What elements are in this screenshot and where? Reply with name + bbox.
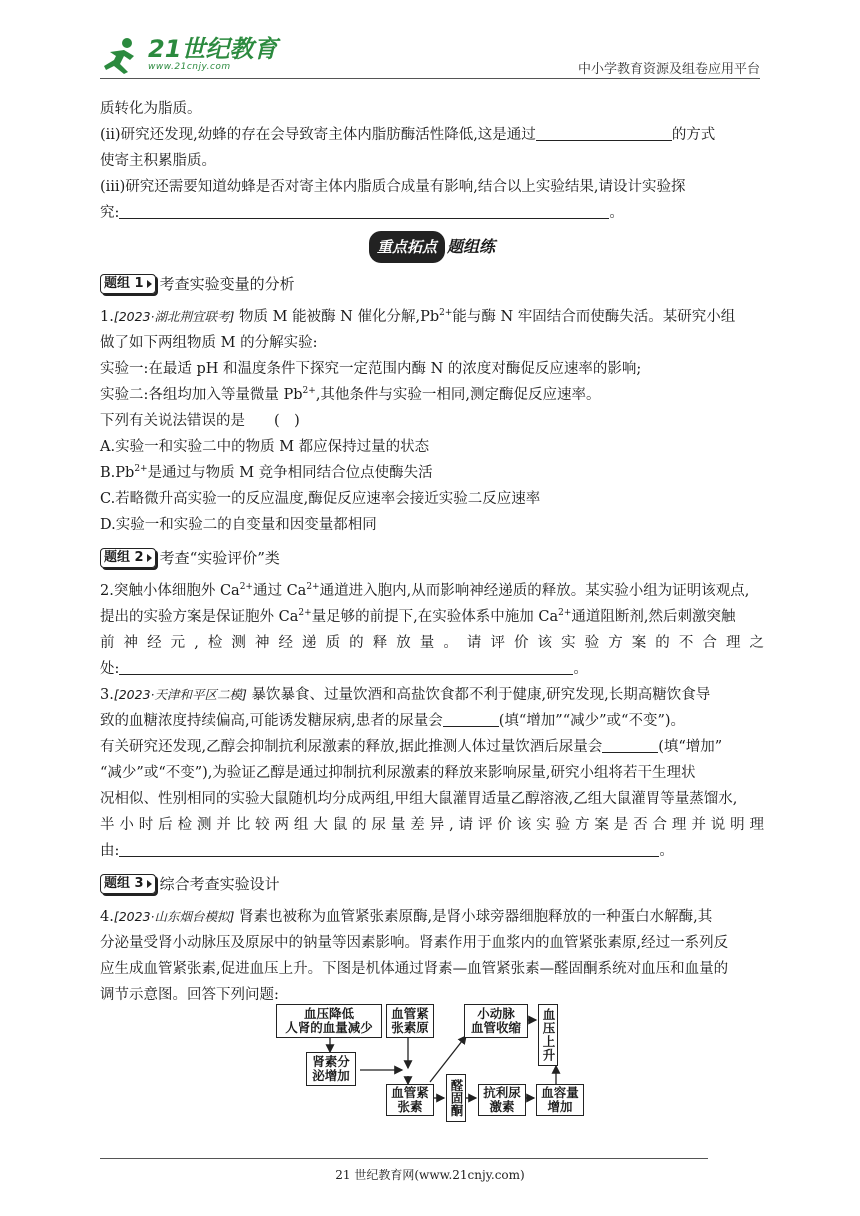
option-c[interactable]: C.若略微升高实验一的反应温度,酶促反应速率会接近实验二反应速率 [100,491,541,507]
box-aldosterone: 醛固酮 [446,1074,466,1122]
answer-blank[interactable] [119,658,573,675]
group-tag: 题组 3 [100,874,156,894]
answer-line: 处: 。 [100,656,764,682]
question-text: 前神经元,检测神经递质的释放量。请评价该实验方案的不合理之 [100,635,764,651]
group-title: 考查“实验评价”类 [159,549,280,567]
answer-blank[interactable] [602,736,658,753]
question-ii-cont: 使寄主积累脂质。 [100,153,216,169]
answer-blank[interactable] [536,124,672,141]
question-text: 应生成血管紧张素,促进血压上升。下图是机体通过肾素—血管紧张素—醛固酮系统对血压和血量的 [100,961,729,977]
question-iii-answer: 究: 。 [100,200,764,226]
page-header [100,36,760,78]
question-1: 1.[2023·湖北荆宜联考] 物质 M 能被酶 N 催化分解$,Pb^{2+}$能与酶 N 牢固结合而使酶失活。某研究小组 [100,308,736,325]
question-text: 调节示意图。回答下列问题: [100,987,279,1003]
answer-line: 由: 。 [100,838,764,864]
logo-url: www.21cnjy.com [148,62,231,72]
option-a[interactable]: A.实验一和实验二中的物质 M 都应保持过量的状态 [100,439,430,455]
platform-name: 中小学教育资源及组卷应用平台 [577,62,760,77]
answer-blank[interactable] [119,840,659,857]
section-banner [100,230,764,264]
group-title: 综合考查实验设计 [159,875,280,893]
option-d[interactable]: D.实验一和实验二的自变量和因变量都相同 [100,517,377,533]
logo-text: 21世纪教育 [148,35,278,63]
box-bp-rise: 血压上升 [538,1004,558,1066]
question-text: “减少”或“不变”),为验证乙醇是通过抑制抗利尿激素的释放来影响尿量,研究小组将若干生理状 [100,765,696,781]
box-vasoconstriction: 小动脉 血管收缩 [464,1004,528,1038]
question-iii: (ⅲ)研究还需要知道幼蜂是否对寄主体内脂质合成量有影响,结合以上实验结果,请设计实验探 [100,179,686,195]
question-3: 3.[2023·天津和平区二模] 暴饮暴食、过量饮酒和高盐饮食都不利于健康,研究发现,长期高糖饮食导 [100,687,711,703]
question-4: 4.[2023·山东烟台模拟] 肾素也被称为血管紧张素原酶,是肾小球旁器细胞释放的一种蛋白水解酶,其 [100,909,713,925]
option-b[interactable]: $B.Pb^{2+}$是通过与物质 M 竞争相同结合位点使酶失活 [100,464,433,481]
runner-logo-icon [100,36,144,76]
box-adh: 抗利尿 激素 [478,1084,526,1116]
question-text: 致的血糖浓度持续偏高,可能诱发糖尿病,患者的尿量会 (填“增加”“减少”或“不变”)。 [100,708,764,734]
question-text: 有关研究还发现,乙醇会抑制抗利尿激素的释放,据此推测人体过量饮酒后尿量会 (填“增加” [100,734,764,760]
group-heading [100,270,764,298]
triangle-icon [147,554,152,562]
answer-blank[interactable] [443,710,499,727]
group-tag: 题组 2 [100,548,156,568]
answer-blank[interactable] [119,202,609,219]
triangle-icon [147,280,152,288]
group-tag: 题组 1 [100,274,156,294]
group-title: 考查实验变量的分析 [159,275,295,293]
site-logo [100,36,277,76]
banner-tail: 题组练 [447,237,496,256]
question-text: 半小时后检测并比较两组大鼠的尿量差异,请评价该实验方案是否合理并说明理 [100,817,764,833]
intro-line: 质转化为脂质。 [100,101,202,117]
question-text: 做了如下两组物质 M 的分解实验: [100,335,318,351]
box-renin: 肾素分 泌增加 [306,1052,356,1086]
box-angiotensinogen: 血管紧 张素原 [386,1004,434,1038]
box-blood-volume: 血容量 增加 [536,1084,584,1116]
question-text: 况相似、性别相同的实验大鼠随机均分成两组,甲组大鼠灌胃适量乙醇溶液,乙组大鼠灌胃等量蒸馏水, [100,791,738,807]
group-heading [100,870,764,898]
question-text: 分泌量受肾小动脉压及原尿中的钠量等因素影响。肾素作用于血浆内的血管紧张素原,经过一系列反 [100,935,729,951]
experiment-2: 实验二:各组均加入等量微量 $Pb^{2+}$,其他条件与实验一相同,测定酶促反应速率。 [100,386,601,403]
question-ii: (ⅱ)研究还发现,幼蜂的存在会导致寄主体内脂肪酶活性降低,这是通过 的方式 [100,122,764,148]
experiment-1: 实验一:在最适 pH 和温度条件下探究一定范围内酶 N 的浓度对酶促反应速率的影响; [100,361,642,377]
page-footer: 21 世纪教育网(www.21cnjy.com) [335,1168,525,1182]
question-text: 提出的实验方案是保证胞外 $Ca^{2+}$量足够的前提下,在实验体系中施加 $Ca^{2+}$通道阻断剂,然后刺激突触 [100,608,736,625]
page-content [100,96,764,1008]
group-heading [100,544,764,572]
question-stem: 下列有关说法错误的是 ( ) [100,413,300,429]
box-angiotensin: 血管紧 张素 [386,1084,434,1116]
banner-badge: 重点拓点 [369,231,445,263]
regulation-diagram [270,1000,590,1120]
header-divider [100,78,760,79]
triangle-icon [147,880,152,888]
footer-divider [100,1158,708,1159]
question-2: 2.突触小体细胞外 $Ca^{2+}$通过 $Ca^{2+}$通道进入胞内,从而影响神经递质的释放。某实验小组为证明该观点, [100,582,750,599]
box-bp-drop: 血压降低 人肾的血量减少 [276,1004,382,1038]
